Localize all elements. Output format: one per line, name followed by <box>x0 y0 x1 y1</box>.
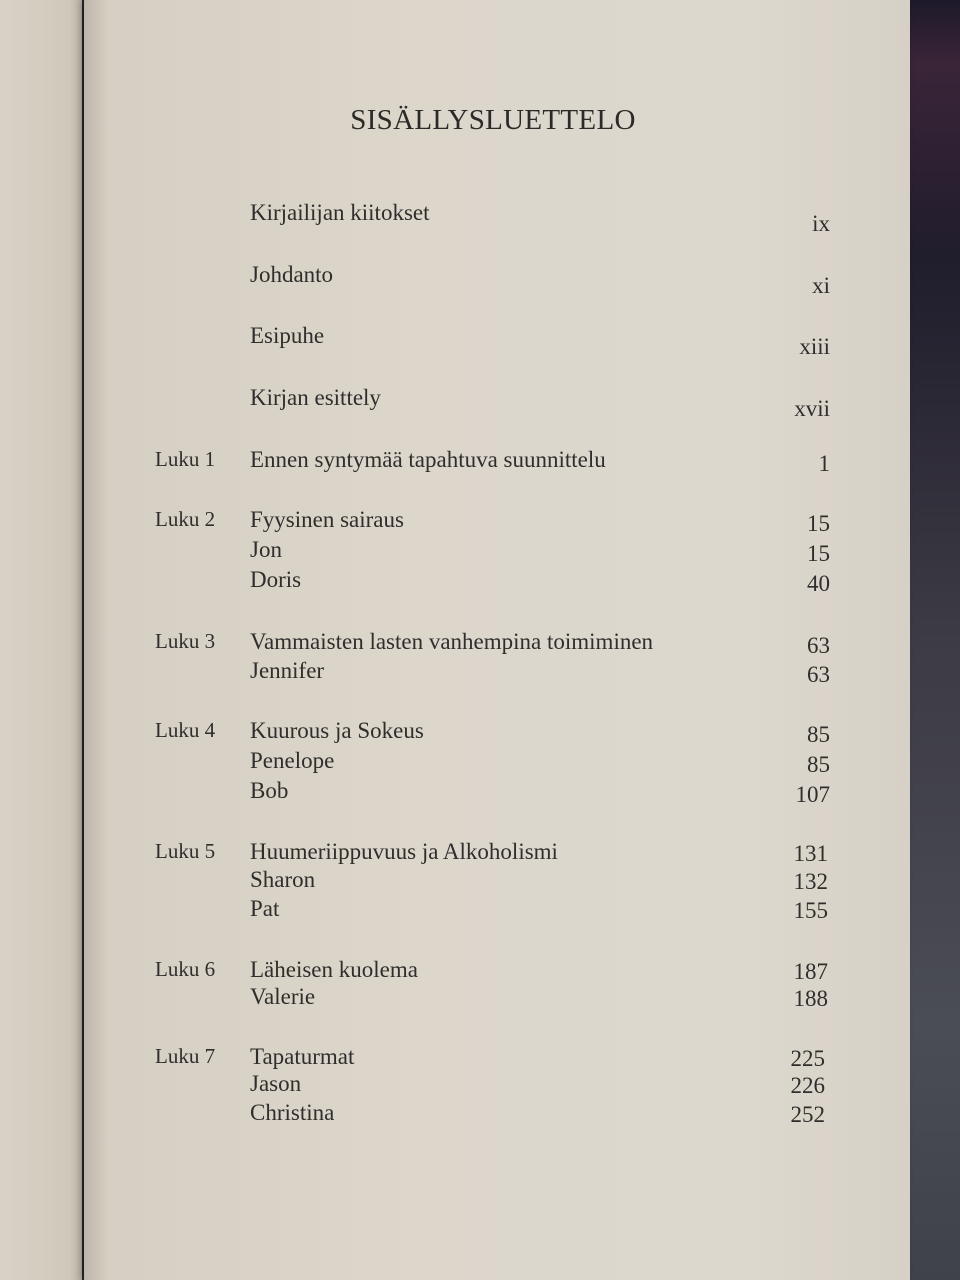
entry-title: Esipuhe <box>250 323 325 348</box>
toc-entry <box>0 839 910 869</box>
toc-entry <box>0 748 910 778</box>
toc-entry <box>0 200 910 236</box>
toc-entry <box>0 323 910 359</box>
entry-title: Tapaturmat <box>250 1044 355 1069</box>
toc-entry <box>0 718 910 748</box>
entry-title: Jennifer <box>250 658 325 683</box>
page-number: 85 <box>807 722 830 747</box>
chapter-number: Luku 2 <box>155 507 216 531</box>
chapter-number: Luku 5 <box>155 839 216 863</box>
entry-title: Bob <box>250 778 289 803</box>
toc-entry <box>0 507 910 537</box>
entry-title: Kirjailijan kiitokset <box>250 200 430 225</box>
page-number: 85 <box>807 752 830 777</box>
page-number: 63 <box>807 633 830 658</box>
toc-entry <box>0 984 910 1014</box>
page-number: 107 <box>795 782 830 807</box>
entry-title: Jon <box>250 537 282 562</box>
page-number: 252 <box>790 1102 825 1127</box>
toc-entry <box>0 867 910 897</box>
entry-title: Jason <box>250 1071 302 1096</box>
entry-title: Valerie <box>250 984 316 1009</box>
toc-entry <box>0 896 910 926</box>
page-number: 132 <box>793 869 828 894</box>
chapter-number: Luku 4 <box>155 718 216 742</box>
entry-title: Läheisen kuolema <box>250 957 418 982</box>
entry-title: Penelope <box>250 748 335 773</box>
toc-entry <box>0 1071 910 1101</box>
toc-entry <box>0 629 910 659</box>
entry-title: Johdanto <box>250 262 334 287</box>
page-number: xvii <box>794 396 830 421</box>
page-number: 40 <box>807 571 830 596</box>
chapter-number: Luku 6 <box>155 957 216 981</box>
background <box>905 0 960 1280</box>
page-number: 225 <box>790 1046 825 1071</box>
page-number: 188 <box>793 986 828 1011</box>
page-number: 187 <box>793 959 828 984</box>
toc-entry <box>0 778 910 808</box>
toc-entry <box>0 262 910 298</box>
page-title: SISÄLLYSLUETTELO <box>350 104 636 136</box>
toc-entry <box>0 537 910 567</box>
entry-title: Sharon <box>250 867 316 892</box>
page-number: ix <box>812 211 830 236</box>
entry-title: Huumeriippuvuus ja Alkoholismi <box>250 839 558 864</box>
page-number: 63 <box>807 662 830 687</box>
page-number: xi <box>812 273 830 298</box>
toc-entry <box>0 385 910 421</box>
page-number: 155 <box>793 898 828 923</box>
toc-entry <box>0 447 910 477</box>
chapter-number: Luku 3 <box>155 629 216 653</box>
entry-title: Vammaisten lasten vanhempina toimiminen <box>250 629 654 654</box>
toc-entry <box>0 1044 910 1074</box>
toc-entry <box>0 957 910 987</box>
entry-title: Fyysinen sairaus <box>250 507 404 532</box>
page-number: 226 <box>790 1073 825 1098</box>
entry-title: Pat <box>250 896 280 921</box>
entry-title: Christina <box>250 1100 335 1125</box>
toc-entry <box>0 567 910 597</box>
toc-entry <box>0 658 910 688</box>
entry-title: Kirjan esittely <box>250 385 381 410</box>
entry-title: Doris <box>250 567 302 592</box>
page-number: 1 <box>818 451 830 476</box>
chapter-number: Luku 7 <box>155 1044 216 1068</box>
page-number: 15 <box>807 541 830 566</box>
page-number: 15 <box>807 511 830 536</box>
toc-entry <box>0 1100 910 1130</box>
entry-title: Ennen syntymää tapahtuva suunnittelu <box>250 447 606 472</box>
chapter-number: Luku 1 <box>155 447 216 471</box>
page-number: 131 <box>793 841 828 866</box>
page-number: xiii <box>799 334 830 359</box>
entry-title: Kuurous ja Sokeus <box>250 718 424 743</box>
